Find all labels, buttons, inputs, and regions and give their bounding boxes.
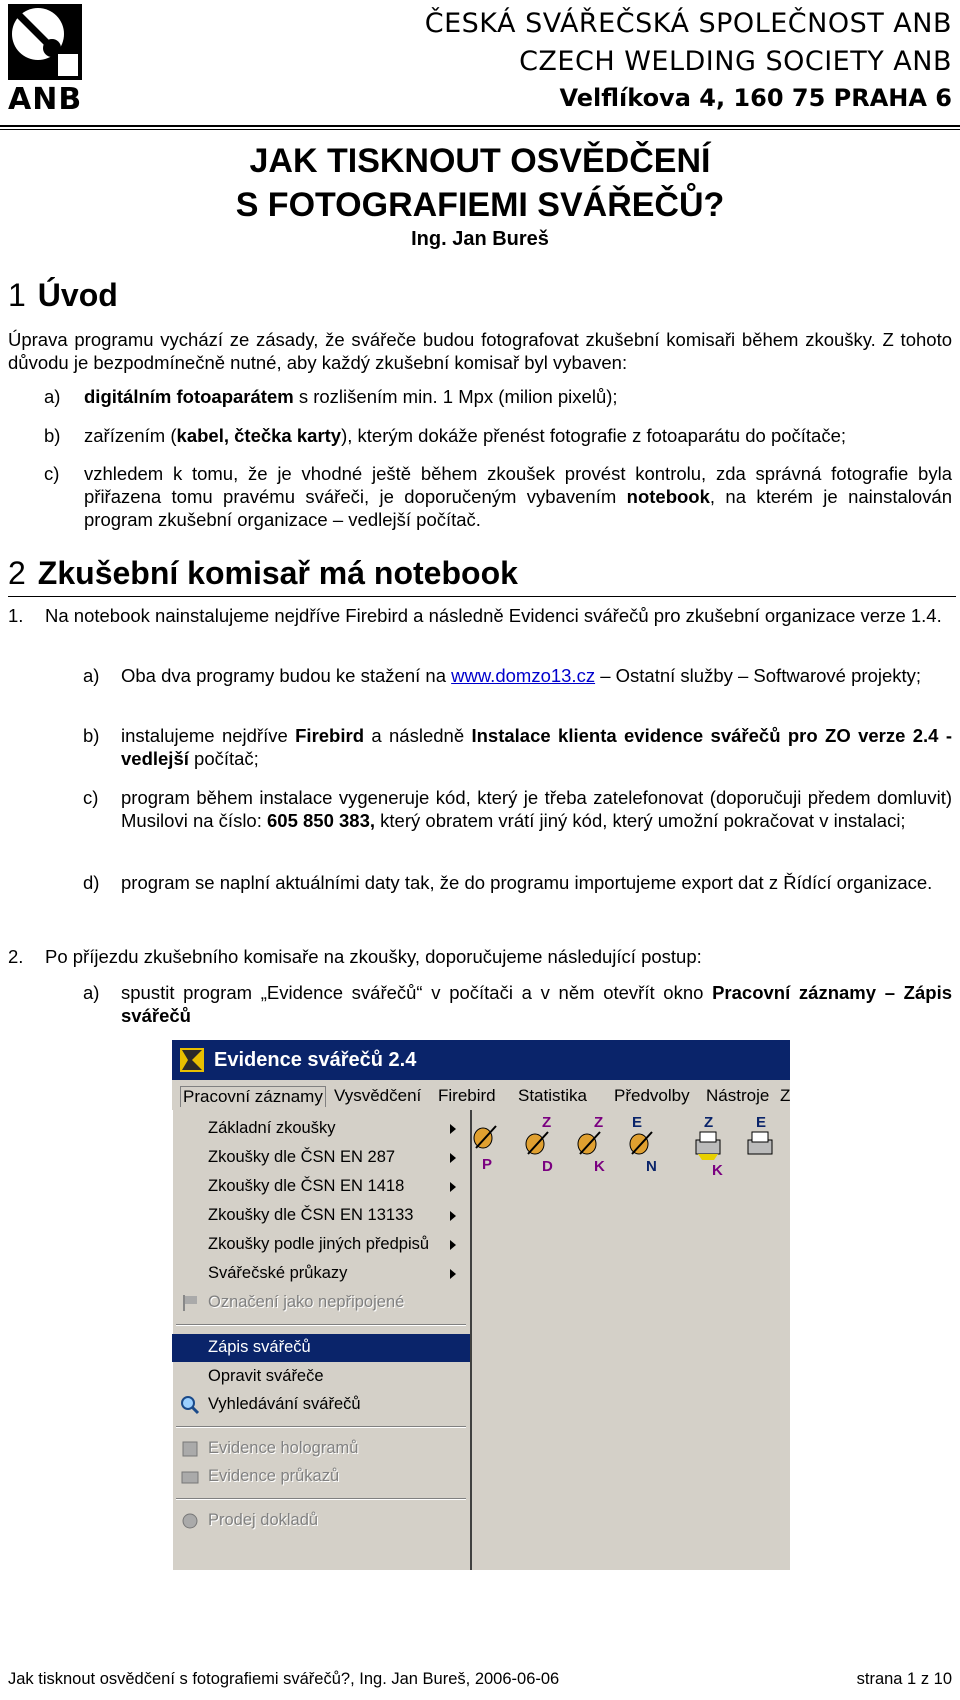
section2-heading bbox=[8, 555, 518, 592]
menu-separator bbox=[176, 1324, 466, 1326]
menu-item-label: Prodej dokladů bbox=[208, 1511, 319, 1529]
list-item bbox=[44, 424, 952, 447]
item-label: c) bbox=[83, 787, 99, 808]
step2-item-a bbox=[83, 981, 953, 1026]
menu-item-label: Zkoušky dle ČSN EN 13133 bbox=[208, 1206, 414, 1224]
toolbar-letter: Z bbox=[594, 1114, 604, 1131]
magnifier-icon bbox=[180, 1395, 200, 1415]
step-text: Na notebook nainstalujeme nejdříve Firebird a následně Evidenci svářečů pro zkušební organizace verze 1.4. bbox=[45, 605, 942, 626]
menu-statistika[interactable]: Statistika bbox=[518, 1086, 587, 1105]
header-rule-thin bbox=[0, 129, 960, 130]
item-label: a) bbox=[44, 386, 61, 407]
toolbar-letter: Z bbox=[704, 1114, 714, 1131]
item-label: b) bbox=[83, 725, 100, 746]
menu-item-label: Zkoušky dle ČSN EN 1418 bbox=[208, 1177, 405, 1195]
item-label: c) bbox=[44, 463, 60, 484]
item-text: , na kterém je nainstalován program zkušební organizace – vedlejší počítač. bbox=[84, 486, 952, 530]
document-author: Ing. Jan Bureš bbox=[411, 228, 549, 250]
item-text: program během instalace vygeneruje kód, který je třeba zatelefonovat (doporučuji předem domluvit) Musilovi na číslo: bbox=[121, 787, 952, 831]
menu-item-en-1418[interactable] bbox=[172, 1174, 470, 1200]
logo-text: ANB bbox=[8, 82, 83, 117]
menu-item-en-13133[interactable] bbox=[172, 1203, 470, 1229]
item-bold: 605 850 383, bbox=[267, 810, 376, 831]
menu-firebird[interactable]: Firebird bbox=[438, 1086, 496, 1105]
item-bold: kabel, čtečka karty bbox=[176, 425, 342, 446]
item-bold: Firebird bbox=[295, 725, 364, 746]
item-bold: Pracovní záznamy – Zápis svářečů bbox=[121, 982, 953, 1026]
step-text: Po příjezdu zkušebního komisaře na zkoušky, doporučujeme následující postup: bbox=[45, 946, 702, 967]
menu-item-label: Evidence hologramů bbox=[208, 1439, 359, 1457]
menu-item-vyhledavani-svarecu[interactable] bbox=[172, 1392, 470, 1418]
toolbar-letter: Z bbox=[542, 1114, 552, 1131]
section1-title: Úvod bbox=[37, 277, 118, 313]
printer-icon bbox=[746, 1130, 774, 1160]
menu-item-zakladni-zkousky[interactable] bbox=[172, 1116, 470, 1142]
toolbar-letter: D bbox=[542, 1158, 553, 1175]
menu-pracovni-zaznamy[interactable]: Pracovní záznamy bbox=[180, 1086, 326, 1107]
hologram-icon bbox=[180, 1439, 200, 1459]
menu-item-evidence-hologramu bbox=[172, 1436, 470, 1462]
item-label: a) bbox=[83, 982, 100, 1003]
menu-item-label: Zkoušky podle jiných předpisů bbox=[208, 1235, 430, 1253]
section2-rule bbox=[8, 596, 956, 597]
item-label: a) bbox=[83, 665, 100, 686]
item-text: program se naplní aktuálními daty tak, že do programu importujeme export dat z Řídící organizace. bbox=[121, 872, 933, 893]
menu-item-zapis-svarecu[interactable] bbox=[172, 1334, 470, 1362]
org-name-cz: ČESKÁ SVÁŘEČSKÁ SPOLEČNOST ANB bbox=[424, 8, 952, 39]
step1-item-b bbox=[83, 724, 952, 769]
item-text: a následně bbox=[364, 725, 472, 746]
toolbar-button[interactable] bbox=[524, 1114, 554, 1180]
section1-number: 1 bbox=[8, 277, 26, 313]
pencil-icon bbox=[576, 1128, 604, 1158]
toolbar-button[interactable] bbox=[628, 1114, 658, 1180]
page-number: strana 1 z 10 bbox=[856, 1670, 952, 1688]
menu-item-label: Základní zkoušky bbox=[208, 1119, 336, 1137]
menu-item-label: Vyhledávání svářečů bbox=[208, 1395, 361, 1413]
menu-item-opravit-svarece[interactable] bbox=[172, 1364, 470, 1390]
item-text: spustit program „Evidence svářečů“ v počítači a v něm otevřít okno bbox=[121, 982, 713, 1003]
item-text: vzhledem k tomu, že je vhodné ještě během zkoušek provést kontrolu, zda správná fotografie byla přiřazena tomu pravému svářeči, je doporučeným vybavením bbox=[84, 463, 952, 507]
section2-number: 2 bbox=[8, 555, 26, 591]
toolbar-letter: P bbox=[482, 1156, 493, 1173]
menu-overflow[interactable]: Z bbox=[780, 1086, 790, 1105]
item-text: Oba dva programy budou ke stažení na bbox=[121, 665, 452, 686]
list-item bbox=[44, 462, 952, 532]
submenu-arrow-icon bbox=[450, 1211, 456, 1221]
menu-item-evidence-prukazu bbox=[172, 1464, 470, 1490]
item-text: zařízením ( bbox=[84, 425, 177, 446]
org-address: Velflíkova 4, 160 75 PRAHA 6 bbox=[559, 84, 952, 112]
menu-item-oznaceni-nepripojene bbox=[172, 1290, 470, 1316]
toolbar-button[interactable] bbox=[576, 1114, 606, 1180]
menu-item-label: Svářečské průkazy bbox=[208, 1264, 348, 1282]
step-label: 2. bbox=[8, 946, 24, 967]
menu-item-en-287[interactable] bbox=[172, 1145, 470, 1171]
pencil-icon bbox=[628, 1128, 656, 1158]
item-text: počítač; bbox=[188, 748, 259, 769]
toolbar bbox=[472, 1116, 790, 1190]
card-icon bbox=[180, 1467, 200, 1487]
workspace bbox=[472, 1190, 790, 1570]
menu-item-prodej-dokladu bbox=[172, 1508, 470, 1534]
toolbar-button[interactable] bbox=[694, 1114, 724, 1180]
section2-title: Zkušební komisař má notebook bbox=[37, 555, 518, 591]
step-2 bbox=[8, 945, 952, 968]
submenu-arrow-icon bbox=[450, 1182, 456, 1192]
menu-predvolby[interactable]: Předvolby bbox=[614, 1086, 690, 1105]
step1-item-d bbox=[83, 871, 952, 894]
step1-item-c bbox=[83, 786, 952, 831]
flag-icon bbox=[180, 1293, 200, 1313]
menu-item-label: Zápis svářečů bbox=[208, 1338, 311, 1356]
menu-nastroje[interactable]: Nástroje bbox=[706, 1086, 770, 1105]
item-label: d) bbox=[83, 872, 100, 893]
window-titlebar bbox=[172, 1040, 790, 1080]
item-text: – Ostatní služby – Softwarové projekty; bbox=[595, 665, 922, 686]
item-text: ), kterým dokáže přenést fotografie z fotoaparátu do počítače; bbox=[341, 425, 847, 446]
item-text: s rozlišením min. 1 Mpx (milion pixelů); bbox=[293, 386, 618, 407]
item-text: instalujeme nejdříve bbox=[121, 725, 296, 746]
menu-separator bbox=[176, 1426, 466, 1428]
item-label: b) bbox=[44, 425, 61, 446]
domzo13-link[interactable]: www.domzo13.cz bbox=[451, 665, 596, 686]
submenu-arrow-icon bbox=[450, 1153, 456, 1163]
menu-item-label: Evidence průkazů bbox=[208, 1467, 340, 1485]
pencil-icon bbox=[524, 1128, 552, 1158]
menu-item-label: Označení jako nepřipojené bbox=[208, 1293, 405, 1311]
menu-item-label: Zkoušky dle ČSN EN 287 bbox=[208, 1148, 396, 1166]
menu-item-jine-predpisy[interactable] bbox=[172, 1232, 470, 1258]
footer-left: Jak tisknout osvědčení s fotografiemi svářečů?, Ing. Jan Bureš, 2006-06-06 bbox=[8, 1670, 560, 1688]
toolbar-letter: N bbox=[646, 1158, 657, 1175]
document-title-line1: JAK TISKNOUT OSVĚDČENÍ bbox=[249, 142, 711, 180]
menu-vysvedceni[interactable]: Vysvědčení bbox=[334, 1086, 422, 1105]
toolbar-letter: K bbox=[712, 1162, 723, 1179]
menubar bbox=[172, 1080, 790, 1110]
item-bold: digitálním fotoaparátem bbox=[84, 386, 294, 407]
toolbar-letter: E bbox=[756, 1114, 767, 1131]
toolbar-button[interactable] bbox=[746, 1114, 776, 1180]
app-logo-icon bbox=[180, 1048, 204, 1072]
step1-item-a bbox=[83, 664, 952, 687]
pencil-icon bbox=[472, 1122, 500, 1152]
sale-icon bbox=[180, 1511, 200, 1531]
submenu-arrow-icon bbox=[450, 1269, 456, 1279]
item-bold: notebook bbox=[626, 486, 710, 507]
org-name-en: CZECH WELDING SOCIETY ANB bbox=[519, 46, 952, 77]
toolbar-button[interactable] bbox=[472, 1122, 502, 1180]
menu-item-label: Opravit svářeče bbox=[208, 1367, 324, 1385]
window-title: Evidence svářečů 2.4 bbox=[214, 1049, 417, 1071]
item-text: který obratem vrátí jiný kód, který umožní pokračovat v instalaci; bbox=[375, 810, 906, 831]
submenu-arrow-icon bbox=[450, 1124, 456, 1134]
header-rule bbox=[0, 125, 960, 127]
step-1 bbox=[8, 604, 952, 627]
submenu-arrow-icon bbox=[450, 1240, 456, 1250]
list-item bbox=[44, 385, 952, 408]
section1-intro: Úprava programu vychází ze zásady, že svářeče budou fotografovat zkušební komisaři během zkoušky. Z tohoto důvodu je bezpodmínečně nutné, aby každý zkušební komisař byl vybaven: bbox=[8, 329, 952, 373]
item-bold: Instalace klienta evidence svářečů pro ZO verze 2.4 - vedlejší bbox=[121, 725, 952, 769]
printer-icon bbox=[694, 1130, 722, 1160]
menu-item-svarecske-prukazy[interactable] bbox=[172, 1261, 470, 1287]
section1-heading bbox=[8, 277, 118, 314]
document-title-line2: S FOTOGRAFIEMI SVÁŘEČŮ? bbox=[235, 186, 725, 224]
app-screenshot bbox=[172, 1040, 790, 1570]
menu-separator bbox=[176, 1498, 466, 1500]
dropdown-menu bbox=[172, 1110, 472, 1570]
step-label: 1. bbox=[8, 605, 24, 626]
anb-logo bbox=[8, 4, 82, 80]
toolbar-letter: K bbox=[594, 1158, 605, 1175]
toolbar-letter: E bbox=[632, 1114, 643, 1131]
